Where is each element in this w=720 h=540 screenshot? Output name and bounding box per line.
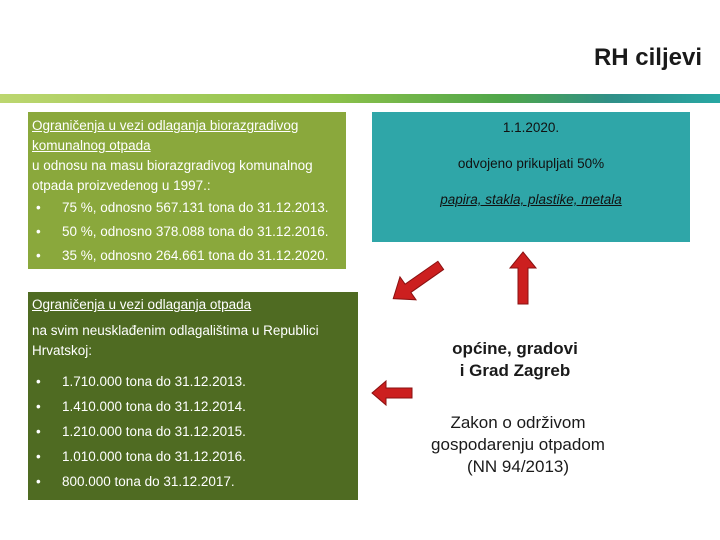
header-divider-bar xyxy=(0,94,720,103)
landfill-list xyxy=(32,369,354,494)
list-item: • 1.710.000 tona do 31.12.2013. xyxy=(32,369,354,394)
list-item: • 1.410.000 tona do 31.12.2014. xyxy=(32,394,354,419)
biodegradable-intro: u odnosu na masu biorazgradivog komunalnog otpada proizvedenog u 1997.: xyxy=(32,158,313,193)
law-line1: Zakon o održivom xyxy=(450,413,586,432)
list-item: • 800.000 tona do 31.12.2017. xyxy=(32,469,354,494)
list-item: • 1.010.000 tona do 31.12.2016. xyxy=(32,444,354,469)
landfill-heading: Ograničenja u vezi odlaganja otpada xyxy=(32,297,252,312)
law-reference xyxy=(408,412,628,478)
biodegradable-heading-line2: komunalnog otpada xyxy=(32,138,151,153)
biodegradable-list xyxy=(32,196,342,268)
list-item: • 35 %, odnosno 264.661 tona do 31.12.2020. xyxy=(32,244,342,268)
separate-collection-target: odvojeno prikupljati 50% xyxy=(457,156,605,171)
biodegradable-waste-box xyxy=(28,112,346,269)
law-line3: (NN 94/2013) xyxy=(466,457,570,476)
page-title: RH ciljevi xyxy=(593,44,702,71)
landfill-limits-box xyxy=(28,292,358,500)
up-arrow-icon xyxy=(508,250,538,306)
list-item: • 1.210.000 tona do 31.12.2015. xyxy=(32,419,354,444)
diagonal-arrow-icon xyxy=(382,256,452,308)
municipalities-label xyxy=(420,338,610,382)
municipalities-line1: općine, gradovi xyxy=(452,339,578,358)
law-line2: gospodarenju otpadom xyxy=(431,435,605,454)
list-item: • 50 %, odnosno 378.088 tona do 31.12.2016. xyxy=(32,220,342,244)
separate-collection-box xyxy=(372,112,690,242)
municipalities-line2: i Grad Zagreb xyxy=(459,361,571,380)
biodegradable-heading-line1: Ograničenja u vezi odlaganja biorazgradivog xyxy=(32,118,299,133)
list-item: • 75 %, odnosno 567.131 tona do 31.12.2013. xyxy=(32,196,342,220)
left-arrow-icon xyxy=(370,378,414,408)
landfill-intro: na svim neusklađenim odlagalištima u Republici Hrvatskoj: xyxy=(32,323,319,358)
separate-collection-materials: papira, stakla, plastike, metala xyxy=(440,192,622,207)
separate-collection-date: 1.1.2020. xyxy=(502,120,560,135)
